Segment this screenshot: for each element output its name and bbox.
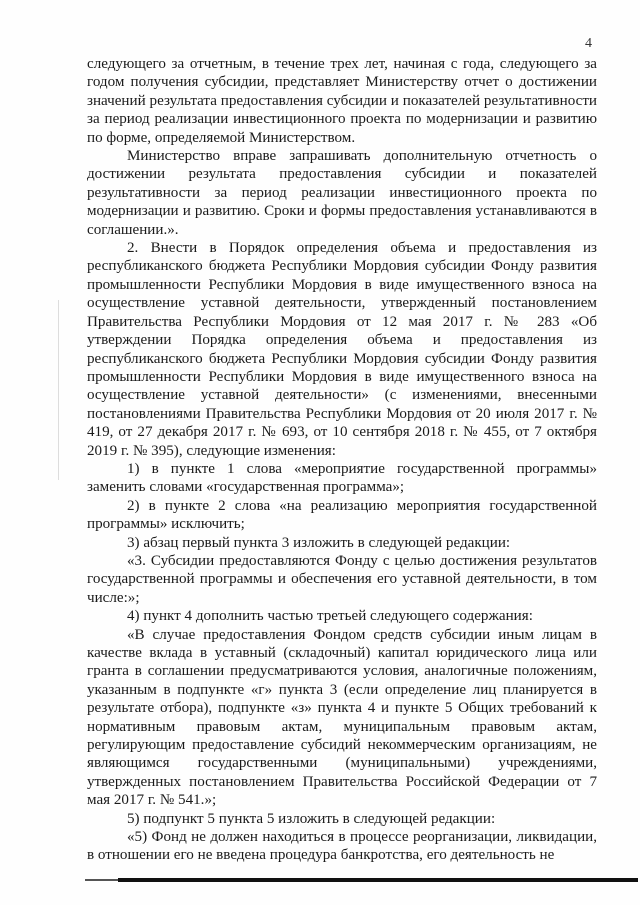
scan-artifact (58, 300, 59, 480)
paragraph-quote-subitem-5: «5) Фонд не должен находиться в процессе реорганизации, ликвидации, в отношении его не введена процедура банкротства, его деятельность не (87, 829, 597, 864)
paragraph-additional-reporting: Министерство вправе запрашивать дополнительную отчетность о достижении результата предоставления субсидии и показателей результативности за период реализации инвестиционного проекта по модернизации и развитию. Сроки и формы предоставления устанавливаются в соглашении.». (87, 148, 597, 238)
paragraph-quote-part-3: «В случае предоставления Фондом средств субсидии иным лицам в качестве вклада в уставный (складочный) капитал юридического лица или гранта в соглашении предусматриваются условия, аналогичные положениям, указанным в подпункте «г» пункта 3 (если определение лиц планируется в результате отбора), подпункте «з» пункта 4 и пункте 5 Общих требований к нормативным правовым актам, муниципальным правовым актам, регулирующим предоставление субсидий некоммерческим организациям, не являющимся государственными (муниципальными) учреждениями, утвержденных постановлением Правительства Российской Федерации от 7 мая 2017 г. № 541.»; (87, 626, 597, 809)
scan-edge-line-left (85, 879, 119, 881)
paragraph-subitem-5: 5) подпункт 5 пункта 5 изложить в следующей редакции: (127, 810, 496, 827)
paragraph-item-2-amendments: 2. Внести в Порядок определения объема и предоставления из республиканского бюджета Республики Мордовия субсидии Фонду развития промышленности Республики Мордовия в виде имущественного взноса на осуществление уставной деятельности, утвержденный постановлением Правительства Республики Мордовия от 12 мая 2017 г. № 283 «Об утверждении Порядка определения объема и предоставления из республиканского бюджета Республики Мордовия субсидии Фонду развития промышленности Республики Мордовия в виде имущественного взноса на осуществление уставной деятельности» (с изменениями, внесенными постановлениями Правительства Республики Мордовия от 20 июля 2017 г. № 419, от 27 декабря 2017 г. № 693, от 10 сентября 2018 г. № 455, от 7 октября 2019 г. № 395), следующие изменения: (87, 240, 597, 459)
paragraph-subitem-3: 3) абзац первый пункта 3 изложить в следующей редакции: (127, 534, 511, 551)
paragraph-subitem-2: 2) в пункте 2 слова «на реализацию мероприятия государственной программы» исключить; (87, 497, 597, 533)
paragraph-subitem-1: 1) в пункте 1 слова «мероприятие государственной программы» заменить словами «государственная программа»; (87, 460, 597, 496)
document-body (87, 55, 597, 865)
paragraph-subitem-4: 4) пункт 4 дополнить частью третьей следующего содержания: (127, 608, 533, 625)
page-number: 4 (585, 36, 592, 51)
scan-edge-line (118, 878, 638, 882)
paragraph-report-requirement: следующего за отчетным, в течение трех лет, начиная с года, следующего за годом получения субсидии, представляет Министерству отчет о достижении значений результата предоставления субсидии и показателей результативности за период реализации инвестиционного проекта по модернизации и развитию по форме, определяемой Министерством. (87, 56, 597, 146)
paragraph-quote-item-3: «3. Субсидии предоставляются Фонду с целью достижения результатов государственной программы и обеспечения его уставной деятельности, в том числе:»; (87, 552, 597, 606)
